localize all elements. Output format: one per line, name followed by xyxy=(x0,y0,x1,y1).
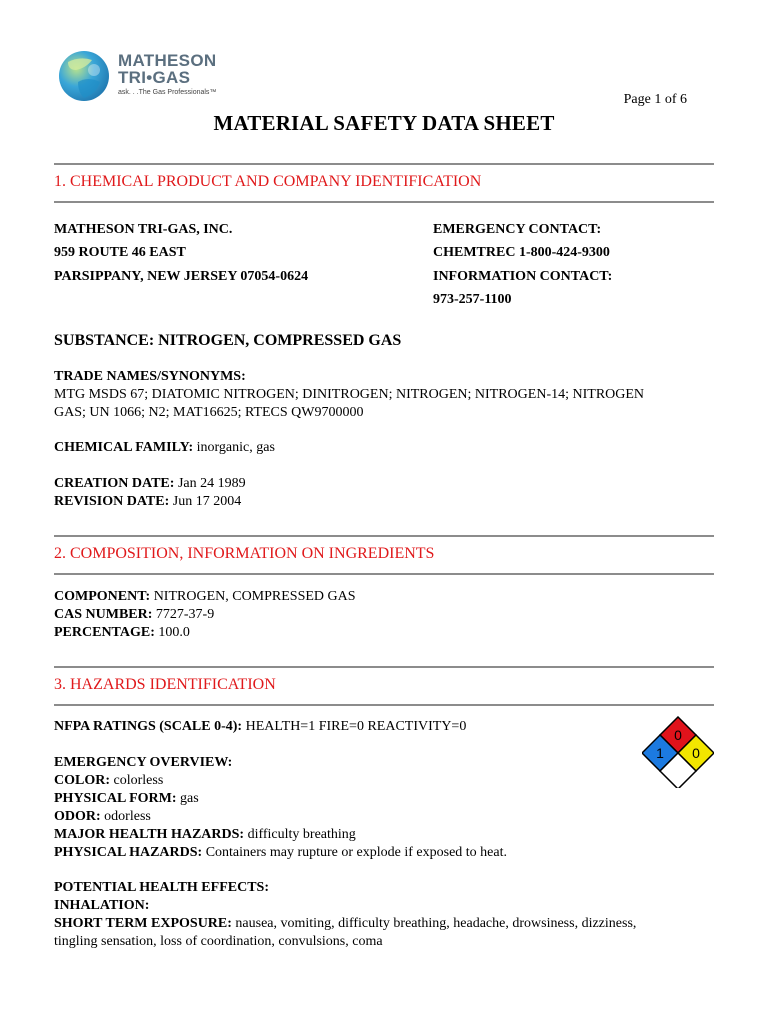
odor-label: ODOR: xyxy=(54,809,101,824)
creation-date-value: Jan 24 1989 xyxy=(174,476,246,491)
revision-date xyxy=(54,493,714,511)
major-health-hazards xyxy=(54,826,714,844)
short-term-exposure xyxy=(54,915,714,933)
chemical-family-label: CHEMICAL FAMILY: xyxy=(54,440,194,455)
divider xyxy=(54,704,714,706)
physical-hazards-value: Containers may rupture or explode if exposed to heat. xyxy=(202,845,508,860)
page-number: Page 1 of 6 xyxy=(623,92,687,107)
information-contact-phone: 973-257-1100 xyxy=(433,292,512,307)
nfpa-ratings-value: HEALTH=1 FIRE=0 REACTIVITY=0 xyxy=(242,719,467,734)
company-name: MATHESON TRI-GAS, INC. xyxy=(54,222,233,237)
percentage xyxy=(54,624,714,642)
divider xyxy=(54,163,714,165)
nfpa-ratings-label: NFPA RATINGS (SCALE 0-4): xyxy=(54,719,243,734)
physical-form-value: gas xyxy=(176,791,199,806)
odor-value: odorless xyxy=(100,809,151,824)
color-label: COLOR: xyxy=(54,773,110,788)
short-term-exposure-label: SHORT TERM EXPOSURE: xyxy=(54,916,232,931)
nfpa-health-rating: 1 xyxy=(656,745,664,761)
divider xyxy=(54,666,714,668)
document-title: MATERIAL SAFETY DATA SHEET xyxy=(213,111,555,135)
trade-names-line: GAS; UN 1066; N2; MAT16625; RTECS QW9700000 xyxy=(54,405,364,420)
trade-names-label xyxy=(54,368,714,386)
substance-name: SUBSTANCE: NITROGEN, COMPRESSED GAS xyxy=(54,332,402,349)
odor xyxy=(54,808,714,826)
color-value: colorless xyxy=(110,773,164,788)
physical-hazards-label: PHYSICAL HAZARDS: xyxy=(54,845,203,860)
section-2-heading: 2. COMPOSITION, INFORMATION ON INGREDIENTS xyxy=(54,545,435,562)
emergency-contact-phone: CHEMTREC 1-800-424-9300 xyxy=(433,245,610,260)
creation-date-label: CREATION DATE: xyxy=(54,476,175,491)
emergency-overview-heading: EMERGENCY OVERVIEW: xyxy=(54,755,233,770)
component-label: COMPONENT: xyxy=(54,589,151,604)
nfpa-ratings xyxy=(54,718,714,736)
section-3-heading: 3. HAZARDS IDENTIFICATION xyxy=(54,676,276,693)
physical-form-label: PHYSICAL FORM: xyxy=(54,791,177,806)
logo-name: MATHESON xyxy=(118,51,217,70)
cas-number-value: 7727-37-9 xyxy=(152,607,215,622)
inhalation-heading: INHALATION: xyxy=(54,898,150,913)
color xyxy=(54,772,714,790)
company-logo xyxy=(58,48,258,108)
divider xyxy=(54,201,714,203)
emergency-contact-label: EMERGENCY CONTACT: xyxy=(433,222,602,237)
potential-health-effects-heading: POTENTIAL HEALTH EFFECTS: xyxy=(54,880,269,895)
revision-date-value: Jun 17 2004 xyxy=(169,494,242,509)
revision-date-label: REVISION DATE: xyxy=(54,494,170,509)
cas-number-label: CAS NUMBER: xyxy=(54,607,153,622)
section-1-heading: 1. CHEMICAL PRODUCT AND COMPANY IDENTIFICATION xyxy=(54,173,482,190)
company-address: 959 ROUTE 46 EAST xyxy=(54,245,186,260)
short-term-exposure-line: tingling sensation, loss of coordination, convulsions, coma xyxy=(54,934,383,949)
component xyxy=(54,588,714,606)
logo-tagline: ask. . .The Gas Professionals™ xyxy=(118,89,217,96)
cas-number xyxy=(54,606,714,624)
globe-logo-icon xyxy=(58,48,110,104)
major-health-hazards-value: difficulty breathing xyxy=(244,827,356,842)
trade-names-label-text: TRADE NAMES/SYNONYMS: xyxy=(54,369,246,384)
information-contact-label: INFORMATION CONTACT: xyxy=(433,269,613,284)
component-value: NITROGEN, COMPRESSED GAS xyxy=(150,589,356,604)
creation-date xyxy=(54,475,714,493)
divider xyxy=(54,573,714,575)
nfpa-reactivity-rating: 0 xyxy=(692,745,700,761)
percentage-value: 100.0 xyxy=(154,625,190,640)
chemical-family xyxy=(54,439,714,457)
percentage-label: PERCENTAGE: xyxy=(54,625,155,640)
trade-names-line: MTG MSDS 67; DIATOMIC NITROGEN; DINITROGEN; NITROGEN; NITROGEN-14; NITROGEN xyxy=(54,387,645,402)
divider xyxy=(54,535,714,537)
nfpa-fire-rating: 0 xyxy=(674,727,682,743)
major-health-hazards-label: MAJOR HEALTH HAZARDS: xyxy=(54,827,245,842)
chemical-family-value: inorganic, gas xyxy=(193,440,275,455)
physical-form xyxy=(54,790,714,808)
short-term-exposure-value: nausea, vomiting, difficulty breathing, headache, drowsiness, dizziness, xyxy=(231,916,637,931)
company-city: PARSIPPANY, NEW JERSEY 07054-0624 xyxy=(54,269,309,284)
logo-subname: TRI•GAS xyxy=(118,68,191,87)
physical-hazards xyxy=(54,844,714,862)
